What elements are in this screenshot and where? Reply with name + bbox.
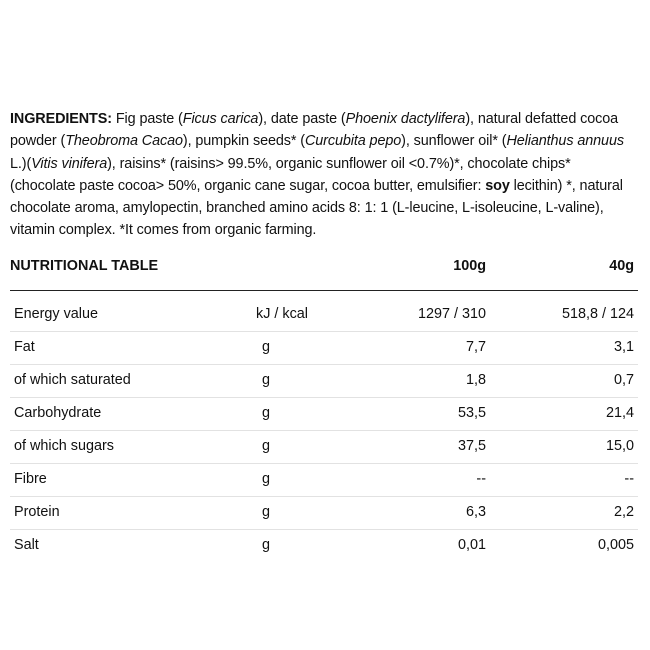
ingredients-paragraph bbox=[10, 108, 638, 242]
value-100g: 53,5 bbox=[457, 405, 486, 421]
ingredients-text: ), pumpkin seeds* ( bbox=[182, 133, 305, 150]
nutrient-name: Protein bbox=[14, 504, 60, 520]
value-40g: 2,2 bbox=[613, 504, 634, 520]
nutrient-name: Salt bbox=[14, 537, 39, 553]
ingredients-heading: INGREDIENTS: bbox=[10, 111, 112, 127]
nutrient-unit: g bbox=[261, 438, 270, 454]
table-row bbox=[10, 431, 638, 464]
ingredients-text: ), natural defatted cocoa powder ( bbox=[10, 111, 619, 150]
table-row bbox=[10, 464, 638, 497]
latin-name: Helianthus annuus bbox=[506, 133, 624, 150]
nutritional-table bbox=[10, 252, 638, 562]
latin-name: Ficus carica bbox=[182, 111, 259, 127]
table-row bbox=[10, 365, 638, 398]
column-header-100g: 100g bbox=[453, 258, 486, 274]
value-40g: 0,7 bbox=[613, 372, 634, 388]
latin-name: Curcubita pepo bbox=[304, 133, 402, 150]
value-40g: 3,1 bbox=[613, 339, 634, 355]
table-row bbox=[10, 530, 638, 562]
table-title: NUTRITIONAL TABLE bbox=[10, 258, 159, 274]
allergen-highlight: soy bbox=[485, 177, 510, 194]
nutrient-unit: g bbox=[261, 537, 270, 553]
value-40g: -- bbox=[624, 471, 634, 487]
nutrient-unit: kJ / kcal bbox=[256, 306, 308, 322]
nutrient-unit: g bbox=[261, 339, 270, 355]
ingredients-text: lecithin) *, natural chocolate aroma, amylopectin, branched amino acids 8: 1: 1 (L-leucine, L-isoleucine, L-valine), vitamin complex. *It comes from organic farming. bbox=[10, 177, 623, 239]
table-body bbox=[10, 291, 638, 562]
ingredients-text: ), sunflower oil* ( bbox=[401, 133, 507, 150]
value-40g: 0,005 bbox=[597, 537, 634, 553]
value-100g: 0,01 bbox=[457, 537, 486, 553]
table-row bbox=[10, 497, 638, 530]
table-header-row bbox=[10, 252, 638, 291]
value-100g: 6,3 bbox=[465, 504, 486, 520]
value-100g: 37,5 bbox=[457, 438, 486, 454]
value-40g: 15,0 bbox=[605, 438, 634, 454]
nutrient-name: Energy value bbox=[14, 306, 98, 322]
nutrient-unit: g bbox=[261, 504, 270, 520]
value-100g: 1,8 bbox=[465, 372, 486, 388]
value-100g: 7,7 bbox=[465, 339, 486, 355]
nutrient-name: of which saturated bbox=[14, 372, 131, 388]
value-100g: 1297 / 310 bbox=[417, 306, 486, 322]
table-row bbox=[10, 299, 638, 332]
table-row bbox=[10, 398, 638, 431]
latin-name: Vitis vinifera bbox=[31, 155, 108, 172]
ingredients-text: L.)( bbox=[10, 155, 32, 172]
table-row bbox=[10, 332, 638, 365]
value-40g: 518,8 / 124 bbox=[561, 306, 634, 322]
ingredients-text: ), date paste ( bbox=[258, 111, 346, 127]
nutrient-name: of which sugars bbox=[14, 438, 114, 454]
nutrient-unit: g bbox=[261, 372, 270, 388]
latin-name: Phoenix dactylifera bbox=[345, 111, 466, 127]
latin-name: Theobroma Cacao bbox=[65, 133, 183, 150]
nutrient-name: Fibre bbox=[14, 471, 47, 487]
value-40g: 21,4 bbox=[605, 405, 634, 421]
nutrient-name: Carbohydrate bbox=[14, 405, 102, 421]
nutrient-name: Fat bbox=[14, 339, 35, 355]
nutrient-unit: g bbox=[261, 405, 270, 421]
column-header-40g: 40g bbox=[609, 258, 634, 274]
nutrient-unit: g bbox=[261, 471, 270, 487]
ingredients-text: ), raisins* (raisins> 99.5%, organic sunflower oil <0.7%)*, chocolate chips* (chocolate paste cocoa> 50%, organic cane sugar, cocoa butter, emulsifier: bbox=[10, 155, 571, 194]
ingredients-text: Fig paste ( bbox=[111, 111, 183, 127]
value-100g: -- bbox=[476, 471, 486, 487]
